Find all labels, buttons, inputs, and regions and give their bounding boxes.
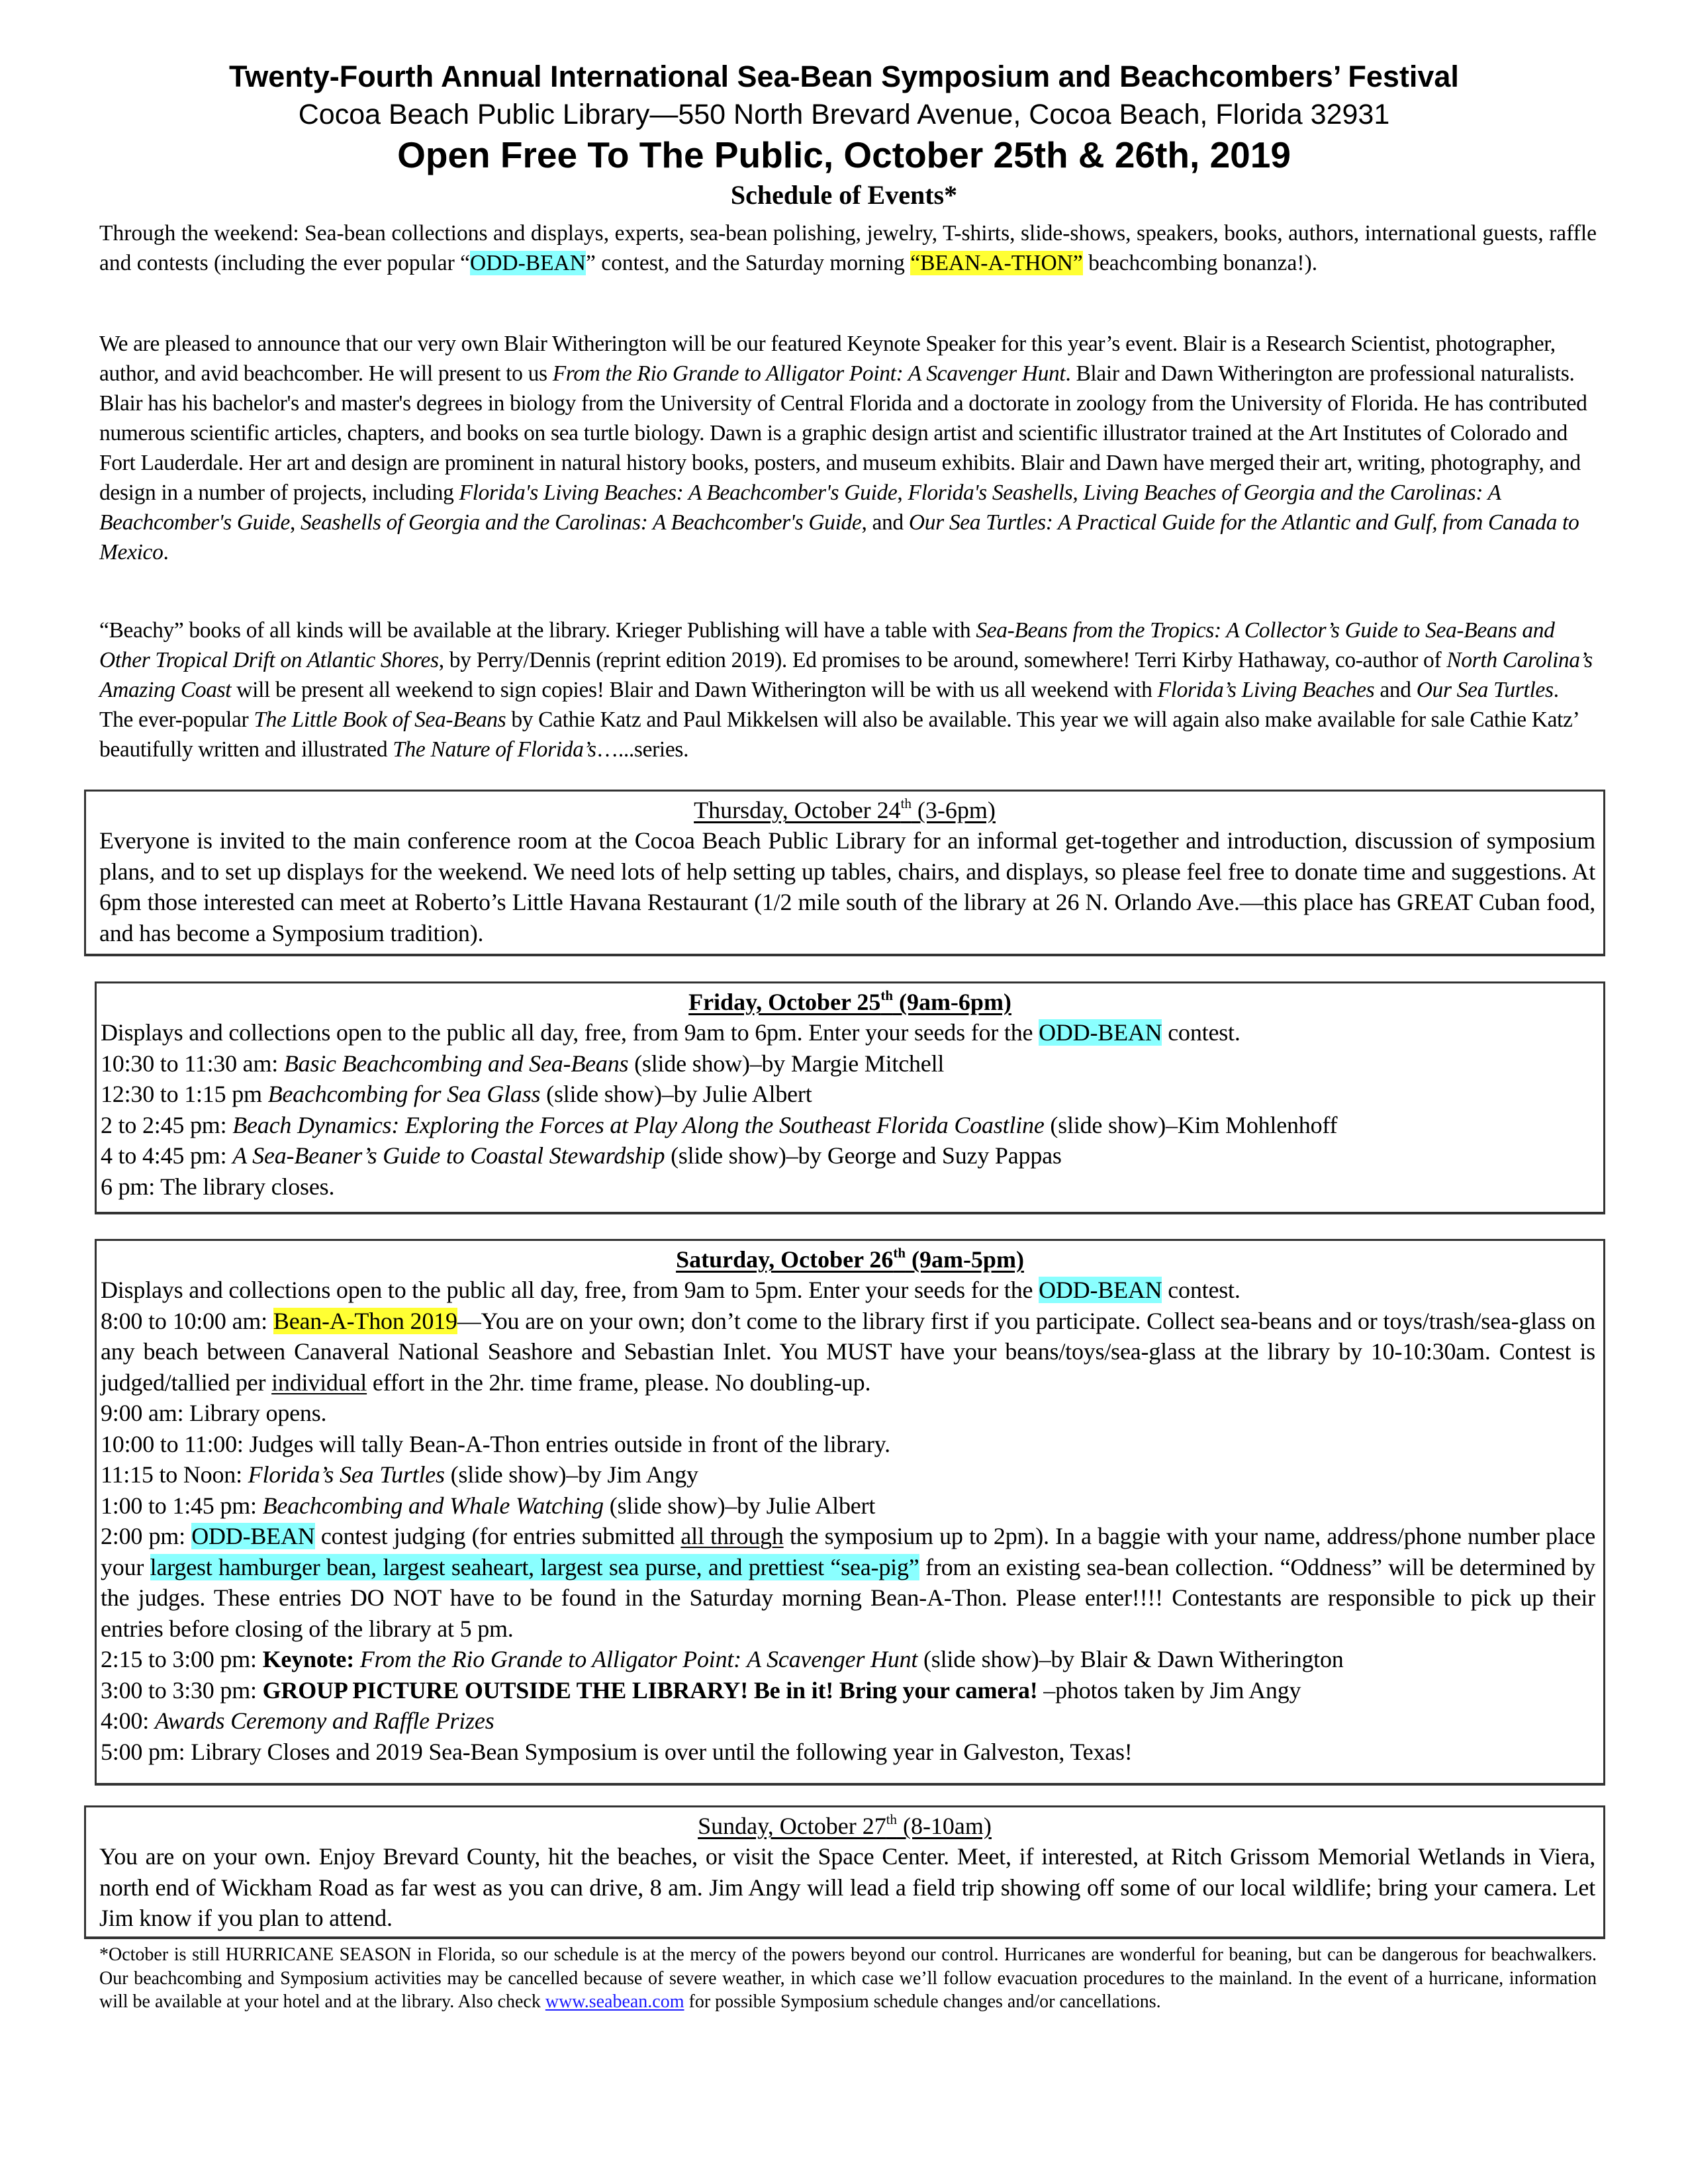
superscript: th — [893, 1245, 906, 1261]
schedule-entry — [101, 1459, 1595, 1490]
sunday-box — [84, 1805, 1605, 1939]
italic-title: From the Rio Grande to Alligator Point: A Scavenger Hunt — [359, 1646, 918, 1672]
italic-title: The Nature of Florida’s — [393, 737, 596, 762]
text-segment: contest. — [1162, 1019, 1241, 1046]
highlight-cyan: ODD-BEAN — [1039, 1019, 1162, 1046]
text-segment: 1:00 to 1:45 pm: — [101, 1492, 263, 1519]
text-segment: (3-6pm) — [911, 797, 996, 823]
schedule-entry — [101, 1171, 1595, 1203]
text-segment: 2:00 pm: — [101, 1523, 192, 1549]
text-segment: “Beachy” books of all kinds will be available at the library. Krieger Publishing will have a table with — [99, 618, 976, 643]
text-segment: (8-10am) — [896, 1813, 992, 1839]
italic-title: Beach Dynamics: Exploring the Forces at Play Along the Southeast Florida Coastline — [232, 1111, 1045, 1138]
text-segment: (9am-5pm) — [905, 1246, 1024, 1273]
text-segment: 12:30 to 1:15 pm — [101, 1081, 268, 1107]
event-title: Twenty-Fourth Annual International Sea-Bean Symposium and Beachcombers’ Festival — [229, 60, 1459, 93]
text-segment: 6 pm: The library closes. — [101, 1173, 335, 1200]
text-segment: (slide show)–by Julie Albert — [540, 1081, 812, 1107]
text-segment: 4:00: — [101, 1707, 155, 1734]
text-segment: You are on your own. Enjoy Brevard County, hit the beaches, or visit the Space Center. Meet, if interested, at Ritch Grissom Memorial Wetlands in Viera, north end of Wickham Road as far west as you can drive, 8 am. Jim Angy will lead a field trip showing off some of our local wildlife; bring your camera. Let Jim know if you plan to attend. — [99, 1843, 1595, 1931]
text-segment: *October is still HURRICANE SEASON in Florida, so our schedule is at the mercy of the powers beyond our control. Hurricanes are wonderful for beaning, but can be dangerous for beachwalkers. Our beachcombing and Symposium activities may be cancelled because of severe weather, in which case we’ll follow evacuation procedures to the mainland. In the event of a hurricane, information will be available at your hotel and at the library. Also check — [99, 1944, 1597, 2012]
text-segment: (slide show)–by Margie Mitchell — [628, 1050, 945, 1077]
italic-title: Beachcombing for Sea Glass — [267, 1081, 541, 1107]
italic-title: Beachcombing and Whale Watching — [262, 1492, 604, 1519]
text-segment: —You are on your own; don’t come to the library first if you participate. Collect sea-beans and or toys/trash/sea-glass on any beach between Canaveral National Seashore and Sebastian Inlet. You MUST have your beans/toys/sea-glass at the library by 10-10:30am. Contest is judged/tallied per — [101, 1307, 1595, 1396]
highlight-cyan: ODD-BEAN — [470, 251, 586, 275]
italic-title: Florida’s Living Beaches — [1157, 678, 1375, 702]
superscript: th — [886, 1811, 897, 1827]
thursday-title-text — [694, 797, 996, 823]
text-segment: will be present all weekend to sign copies! Blair and Dawn Witherington will be with us all weekend with — [231, 678, 1158, 702]
text-segment: Friday, October 25 — [688, 989, 881, 1015]
text-segment: 11:15 to Noon: — [101, 1461, 248, 1488]
superscript: th — [900, 796, 912, 811]
thursday-title — [86, 795, 1603, 825]
text-segment: Through the weekend: Sea-bean collections and displays, experts, sea-bean polishing, jewelry, T-shirts, slide-shows, speakers, books, authors, international guests, raffle and contests (including the ever popular “ — [99, 221, 1597, 275]
text-segment: 4 to 4:45 pm: — [101, 1142, 233, 1169]
text-segment: from an existing sea-bean collection. “Oddness” will be determined by the judges. These entries DO NOT have to be found in the Saturday morning Bean-A-Thon. Please enter!!!! Contestants are responsible to pick up their entries before closing of the library at 5 pm. — [101, 1553, 1595, 1642]
text-segment: . Blair and Dawn Witherington are professional naturalists. Blair has his bachelor's and master's degrees in biology from the University of Central Florida and a doctorate in zoology from the University of Florida. He has contributed numerous scientific articles, chapters, and books on sea turtle biology. Dawn is a graphic design artist and scientific illustrator trained at the Art Institutes of Colorado and Fort Lauderdale. Her art and design are prominent in natural history books, posters, and museum exhibits. Blair and Dawn have merged their art, writing, photography, and design in a number of projects, including — [99, 361, 1587, 505]
text-segment: –photos taken by Jim Angy — [1037, 1676, 1301, 1704]
schedule-heading: Schedule of Events* — [730, 180, 958, 210]
sunday-title-text — [698, 1813, 992, 1839]
text-segment: . The ever-popular — [99, 678, 1559, 732]
text-segment: 2 to 2:45 pm: — [101, 1111, 233, 1138]
highlight-cyan: ODD-BEAN — [191, 1523, 315, 1549]
bold-text: Keynote: — [262, 1646, 354, 1672]
text-segment: (slide show)–by Jim Angy — [444, 1461, 698, 1488]
highlight-cyan: ODD-BEAN — [1039, 1277, 1162, 1303]
text-segment: ” contest, and the Saturday morning — [585, 251, 911, 275]
text-segment: Thursday, October 24 — [694, 797, 901, 823]
saturday-title-text — [676, 1246, 1024, 1273]
text-segment: Displays and collections open to the public all day, free, from 9am to 5pm. Enter your seeds for the — [101, 1277, 1039, 1303]
schedule-entry — [101, 1644, 1595, 1675]
schedule-entry — [101, 1306, 1595, 1398]
schedule-entry — [101, 1490, 1595, 1522]
text-segment: contest. — [1162, 1277, 1241, 1303]
text-segment: (slide show)–Kim Mohlenhoff — [1044, 1111, 1338, 1138]
text-segment: for possible Symposium schedule changes and/or cancellations. — [684, 1991, 1161, 2012]
schedule-entry — [101, 1429, 1595, 1460]
text-segment: effort in the 2hr. time frame, please. No doubling-up. — [367, 1369, 871, 1396]
schedule-entry — [101, 1079, 1595, 1110]
schedule-entry — [99, 825, 1595, 948]
text-segment: and — [1374, 678, 1417, 702]
text-segment — [354, 1646, 360, 1672]
friday-title-text — [688, 989, 1011, 1015]
schedule-entry — [101, 1398, 1595, 1429]
event-dates: Open Free To The Public, October 25th & 26th, 2019 — [397, 134, 1291, 175]
text-segment: Saturday, October 26 — [676, 1246, 894, 1273]
friday-title — [97, 987, 1603, 1017]
text-segment: contest judging (for entries submitted — [314, 1523, 681, 1549]
italic-title: Sea-Beans from the Tropics: A Collector’s Guide to Sea-Beans and Other Tropical Drift on Atlantic Shores — [99, 618, 1555, 672]
hurricane-footnote — [99, 1943, 1597, 2014]
text-segment: by Cathie Katz and Paul Mikkelsen will also be available. This year we will again also make available for sale Cathie Katz’ beautifully written and illustrated — [99, 707, 1578, 762]
saturday-box — [95, 1239, 1605, 1786]
schedule-entry — [101, 1275, 1595, 1306]
sunday-title — [86, 1811, 1603, 1841]
italic-title: Florida's Seashells, Living Beaches of Georgia and the Carolinas: A Beachcomber's Guide — [99, 480, 1501, 535]
highlight-yellow: “BEAN-A-THON” — [910, 251, 1083, 275]
italic-title: Basic Beachcombing and Sea-Beans — [283, 1050, 629, 1077]
thursday-box — [84, 790, 1605, 956]
highlight-cyan: largest hamburger bean, largest seaheart, largest sea purse, and prettiest “sea-pig” — [150, 1553, 919, 1580]
text-segment: 2:15 to 3:00 pm: — [101, 1646, 263, 1672]
keynote-paragraph — [99, 329, 1597, 567]
italic-title: Our Sea Turtles — [1416, 678, 1554, 702]
schedule-entry — [101, 1737, 1595, 1768]
saturday-title — [97, 1244, 1603, 1275]
schedule-entry — [101, 1110, 1595, 1141]
text-segment: 8:00 to 10:00 am: — [101, 1307, 273, 1334]
text-segment: , and — [861, 510, 909, 535]
italic-title: The Little Book of Sea-Beans — [254, 707, 506, 732]
text-segment: Sunday, October 27 — [698, 1813, 886, 1839]
schedule-entry — [99, 1841, 1595, 1934]
text-segment: 10:00 to 11:00: Judges will tally Bean-A-Thon entries outside in front of the library. — [101, 1430, 890, 1457]
italic-title: From the Rio Grande to Alligator Point: A Scavenger Hunt — [552, 361, 1066, 386]
saturday-body — [97, 1275, 1603, 1767]
schedule-entry — [101, 1017, 1595, 1048]
bold-text: GROUP PICTURE OUTSIDE THE LIBRARY! Be in it! Bring your camera! — [262, 1676, 1038, 1704]
underlined-text: all through — [680, 1523, 784, 1549]
intro-paragraph — [99, 218, 1597, 278]
text-segment: (9am-6pm) — [892, 989, 1011, 1015]
website-link[interactable]: www.seabean.com — [545, 1991, 684, 2012]
text-segment: the symposium up to 2pm). In a baggie with your name, address/phone number place your — [101, 1523, 1595, 1580]
italic-title: A Sea-Beaner’s Guide to Coastal Stewardship — [232, 1142, 665, 1169]
friday-body — [97, 1017, 1603, 1202]
text-segment: 5:00 pm: Library Closes and 2019 Sea-Bean Symposium is over until the following year in Galveston, Texas! — [101, 1738, 1133, 1765]
text-segment: 10:30 to 11:30 am: — [101, 1050, 284, 1077]
text-segment: 3:00 to 3:30 pm: — [101, 1676, 263, 1704]
italic-title: Florida’s Sea Turtles — [248, 1461, 445, 1488]
text-segment: Displays and collections open to the public all day, free, from 9am to 6pm. Enter your seeds for the — [101, 1019, 1039, 1046]
schedule-entry — [101, 1048, 1595, 1079]
italic-title: North Carolina’s Amazing Coast — [99, 648, 1593, 702]
text-segment: (slide show)–by Julie Albert — [604, 1492, 876, 1519]
italic-title: Seashells of Georgia and the Carolinas: A Beachcomber's Guide — [301, 510, 862, 535]
schedule-entry — [101, 1706, 1595, 1737]
text-segment: , — [289, 510, 301, 535]
italic-title: Florida's Living Beaches: A Beachcomber's Guide — [459, 480, 898, 505]
schedule-entry — [101, 1521, 1595, 1644]
books-paragraph — [99, 615, 1597, 764]
friday-box — [95, 981, 1605, 1214]
event-location: Cocoa Beach Public Library—550 North Brevard Avenue, Cocoa Beach, Florida 32931 — [298, 99, 1390, 130]
text-segment: (slide show)–by Blair & Dawn Witherington — [917, 1646, 1344, 1672]
schedule-entry — [101, 1140, 1595, 1171]
text-segment: beachcombing bonanza!). — [1082, 251, 1318, 275]
italic-title: Awards Ceremony and Raffle Prizes — [154, 1707, 494, 1734]
text-segment: . — [163, 540, 169, 565]
highlight-yellow: Bean-A-Thon 2019 — [273, 1307, 457, 1334]
thursday-body — [86, 825, 1603, 948]
text-segment: …...series. — [596, 737, 689, 762]
superscript: th — [880, 987, 893, 1003]
text-segment: (slide show)–by George and Suzy Pappas — [665, 1142, 1062, 1169]
text-segment: Everyone is invited to the main conference room at the Cocoa Beach Public Library for an informal get-together and introduction, discussion of symposium plans, and to set up displays for the weekend. We need lots of help setting up tables, chairs, and displays, so please feel free to donate time and suggestions. At 6pm those interested can meet at Roberto’s Little Havana Restaurant (1/2 mile south of the library at 26 N. Orlando Ave.—this place has GREAT Cuban food, and has become a Symposium tradition). — [99, 827, 1595, 946]
text-segment: 9:00 am: Library opens. — [101, 1400, 327, 1426]
sunday-body — [86, 1841, 1603, 1934]
text-segment: , — [897, 480, 908, 505]
text-segment: , by Perry/Dennis (reprint edition 2019). Ed promises to be around, somewhere! Terri Kirby Hathaway, co-author of — [438, 648, 1447, 672]
italic-title: Our Sea Turtles: A Practical Guide for the Atlantic and Gulf, from Canada to Mexico — [99, 510, 1579, 565]
text-segment: We are pleased to announce that our very own Blair Witherington will be our featured Keynote Speaker for this year’s event. Blair is a Research Scientist, photographer, author, and avid beachcomber. He will present to us — [99, 332, 1556, 386]
underlined-text: individual — [271, 1369, 367, 1396]
schedule-entry — [101, 1675, 1595, 1706]
